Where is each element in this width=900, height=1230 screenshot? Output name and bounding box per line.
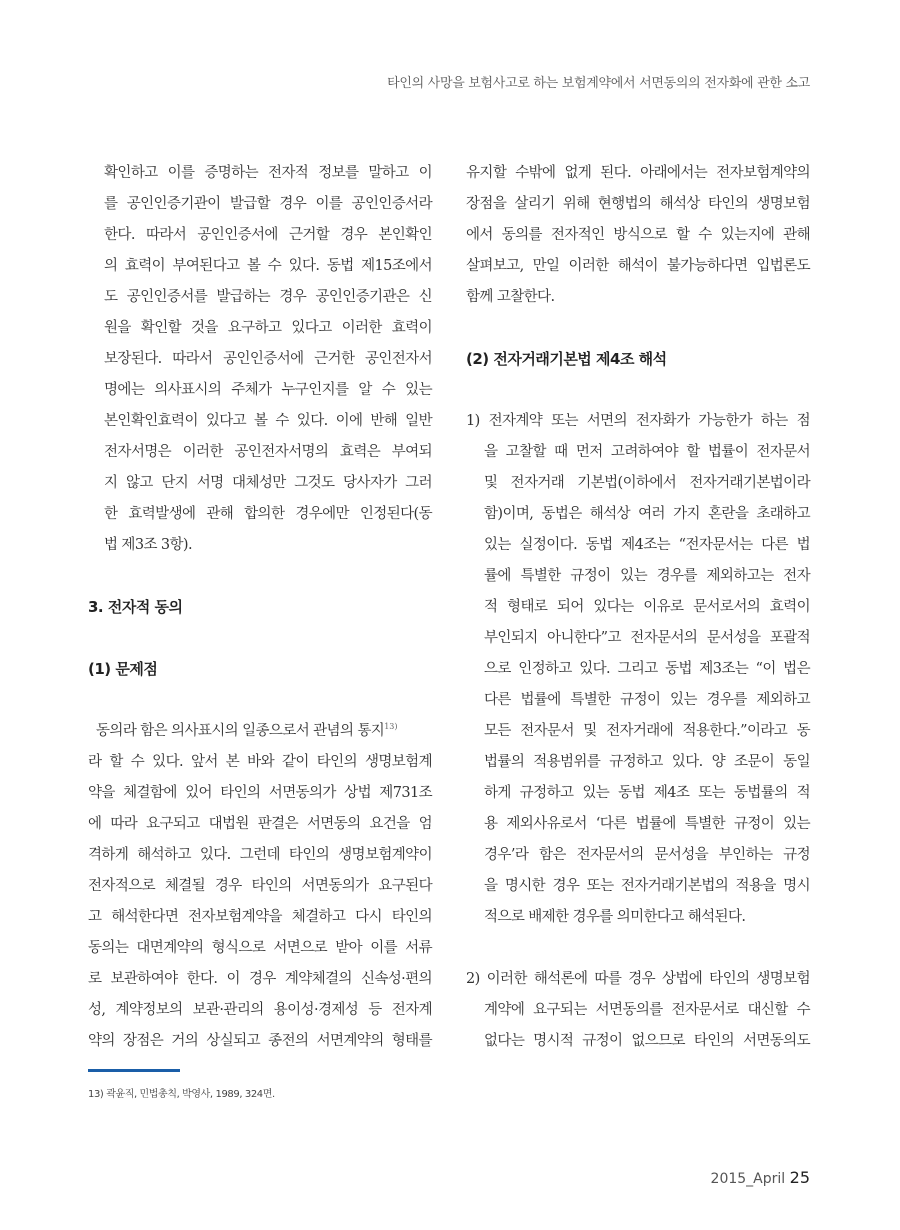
text-line: 있는 실정이다. 동법 제4조는 “전자문서는 다른 법 [484, 537, 810, 553]
text-line: 한 효력발생에 관해 합의한 경우에만 인정된다(동 [104, 506, 432, 522]
text-line: 한다. 따라서 공인인증서에 근거할 경우 본인확인 [104, 227, 432, 243]
text-line: 를 공인인증기관이 발급할 경우 이를 공인인증서라 [104, 196, 432, 212]
text-line: 모든 전자문서 및 전자거래에 적용한다.”이라고 동 [484, 723, 810, 739]
text-line: 에서 동의를 전자적인 방식으로 할 수 있는지에 관해 [466, 227, 810, 243]
text-line: 로 보관하여야 한다. 이 경우 계약체결의 신속성·편의 [88, 971, 432, 987]
spacer [88, 685, 432, 716]
text-line: 함)이며, 동법은 해석상 여러 가지 혼란을 초래하고 [484, 506, 810, 522]
text-line: 의 효력이 부여된다고 볼 수 있다. 동법 제15조에서 [104, 258, 432, 274]
text-line: 고 해석한다면 전자보험계약을 체결하고 다시 타인의 [88, 909, 432, 925]
text-line [88, 716, 432, 747]
page-footer [711, 1168, 810, 1187]
paragraph [88, 716, 432, 1057]
text-line: 적 형태로 되어 있다는 이유로 문서로서의 효력이 [484, 599, 810, 615]
footnote-ref[interactable]: 13) [384, 722, 398, 732]
text-line: 살펴보고, 만일 이러한 해석이 불가능하다면 입법론도 [466, 258, 810, 274]
text-line: 함께 고찰한다. [466, 289, 555, 305]
text-line: 원을 확인할 것을 요구하고 있다고 이러한 효력이 [104, 320, 432, 336]
text-line: 을 명시한 경우 또는 전자거래기본법의 적용을 명시 [484, 878, 810, 894]
text-line: 전자적으로 체결될 경우 타인의 서면동의가 요구된다 [88, 878, 432, 894]
numbered-item [466, 406, 810, 933]
text-line: 없다는 명시적 규정이 없으므로 타인의 서면동의도 [484, 1033, 810, 1049]
text-line: 도 공인인증서를 발급하는 경우 공인인증기관은 신 [104, 289, 432, 305]
running-header: 타인의 사망을 보험사고로 하는 보험계약에서 서면동의의 전자화에 관한 소고 [387, 76, 810, 91]
text-line: 부인되지 아니한다”고 전자문서의 문서성을 포괄적 [484, 630, 810, 646]
text-line: 계약에 요구되는 서면동의를 전자문서로 대신할 수 [484, 1002, 810, 1018]
text-line: 본인확인효력이 있다고 볼 수 있다. 이에 반해 일반 [104, 413, 432, 429]
text-line: 법 제3조 3항). [104, 537, 192, 553]
issue-label: 2015_April [710, 1171, 786, 1187]
text-line: 성, 계약정보의 보관·관리의 용이성·경제성 등 전자계 [88, 1002, 432, 1018]
spacer [88, 561, 432, 592]
footnote: 13) 곽윤직, 민법총칙, 박영사, 1989, 324면. [88, 1089, 275, 1100]
text-line: 2) 이러한 해석론에 따를 경우 상법에 타인의 생명보험 [466, 971, 810, 987]
text-line: 격하게 해석하고 있다. 그런데 타인의 생명보험계약이 [88, 847, 432, 863]
text-line: 다른 법률에 특별한 규정이 있는 경우를 제외하고 [484, 692, 810, 708]
left-column [88, 158, 432, 1057]
subsection-heading: (2) 전자거래기본법 제4조 해석 [466, 350, 667, 368]
text-line: 률에 특별한 규정이 있는 경우를 제외하고는 전자 [484, 568, 810, 584]
footnote-divider [88, 1069, 180, 1072]
text-line: 법률의 적용범위를 규정하고 있다. 양 조문이 동일 [484, 754, 810, 770]
text-line: 라 할 수 있다. 앞서 본 바와 같이 타인의 생명보험계 [88, 754, 432, 770]
text-line: 확인하고 이를 증명하는 전자적 정보를 말하고 이 [104, 165, 432, 181]
text-line: 을 고찰할 때 먼저 고려하여야 할 법률이 전자문서 [484, 444, 810, 460]
section-heading: 3. 전자적 동의 [88, 598, 183, 616]
text-line: 지 않고 단지 서명 대체성만 그것도 당사자가 그러 [104, 475, 432, 491]
spacer [88, 623, 432, 654]
numbered-item [466, 964, 810, 1057]
right-column [466, 158, 810, 1057]
text-line: 적으로 배제한 경우를 의미한다고 해석된다. [484, 909, 746, 925]
text-span: 동의라 함은 의사표시의 일종으로서 관념의 통지 [96, 723, 385, 739]
text-line: 에 따라 요구되고 대법원 판결은 서면동의 요건을 엄 [88, 816, 432, 832]
spacer [466, 375, 810, 406]
text-line: 약의 장점은 거의 상실되고 종전의 서면계약의 형태를 [88, 1033, 432, 1049]
spacer [466, 933, 810, 964]
text-line: 장점을 살리기 위해 현행법의 해석상 타인의 생명보험 [466, 196, 810, 212]
text-line: 용 제외사유로서 ‘다른 법률에 특별한 규정이 있는 [484, 816, 810, 832]
paragraph [88, 158, 432, 561]
text-line: 전자서명은 이러한 공인전자서명의 효력은 부여되 [104, 444, 432, 460]
page-number: 25 [789, 1168, 810, 1187]
paragraph [466, 158, 810, 313]
text-line: 명에는 의사표시의 주체가 누구인지를 알 수 있는 [104, 382, 432, 398]
text-line: 약을 체결함에 있어 타인의 서면동의가 상법 제731조 [88, 785, 432, 801]
text-line: 및 전자거래 기본법(이하에서 전자거래기본법이라 [484, 475, 810, 491]
text-line: 으로 인정하고 있다. 그리고 동법 제3조는 “이 법은 [484, 661, 810, 677]
spacer [466, 313, 810, 344]
text-line: 보장된다. 따라서 공인인증서에 근거한 공인전자서 [104, 351, 432, 367]
text-line: 경우’라 함은 전자문서의 문서성을 부인하는 규정 [484, 847, 810, 863]
subsection-heading: (1) 문제점 [88, 660, 158, 678]
text-line: 동의는 대면계약의 형식으로 서면으로 받아 이를 서류 [88, 940, 432, 956]
text-line: 1) 전자계약 또는 서면의 전자화가 가능한가 하는 점 [466, 413, 810, 429]
text-line: 유지할 수밖에 없게 된다. 아래에서는 전자보험계약의 [466, 165, 810, 181]
text-line: 하게 규정하고 있는 동법 제4조 또는 동법률의 적 [484, 785, 810, 801]
